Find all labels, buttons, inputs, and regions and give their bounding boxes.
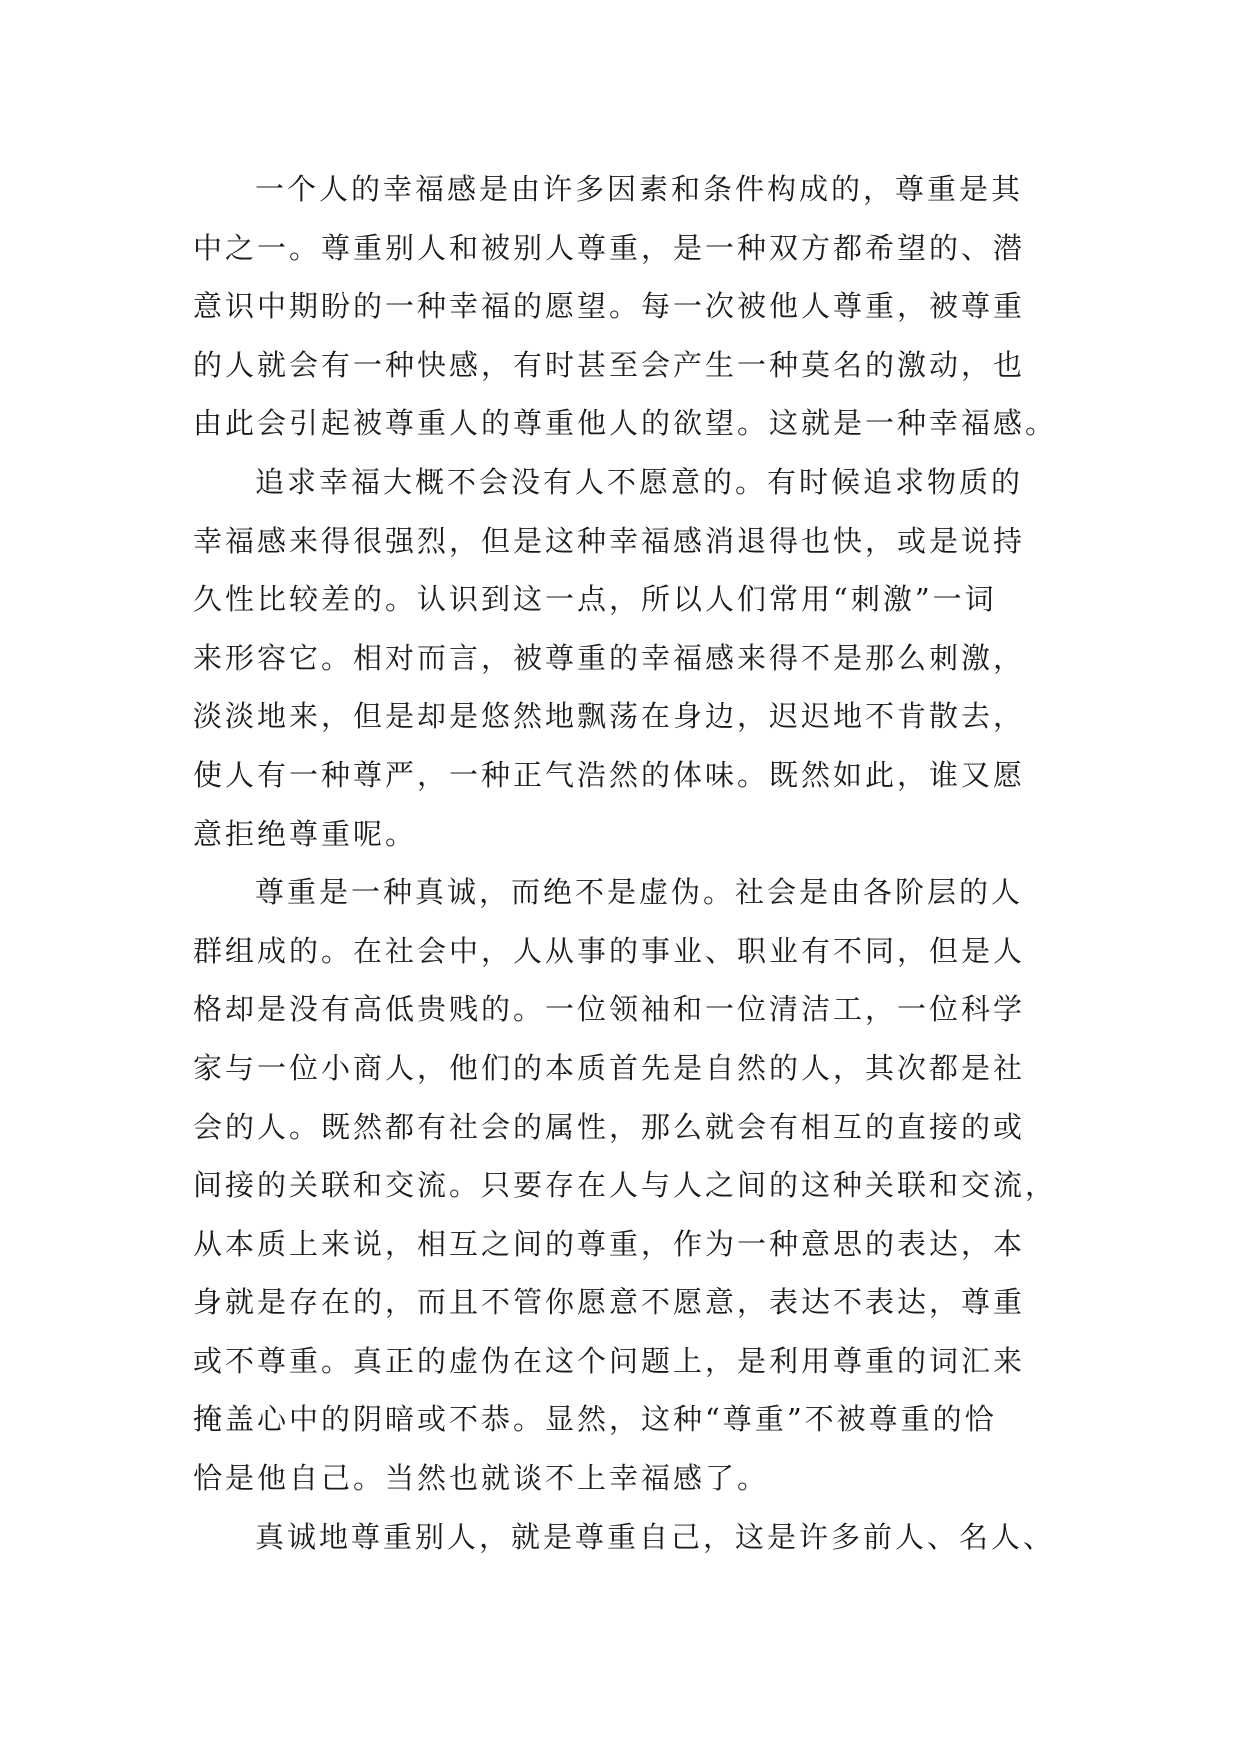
text-line: 或不尊重。真正的虚伪在这个问题上，是利用尊重的词汇来 <box>193 1343 1026 1378</box>
text-line: 一个人的幸福感是由许多因素和条件构成的，尊重是其 <box>255 172 1024 206</box>
text-line: 淡淡地来，但是却是悠然地飘荡在身边，迟迟地不肯散去， <box>193 699 1026 734</box>
text-line: 使人有一种尊严，一种正气浩然的体味。既然如此，谁又愿 <box>193 757 1026 792</box>
text-line: 恰是他自己。当然也就谈不上幸福感了。 <box>193 1461 770 1496</box>
text-line: 格却是没有高低贵贱的。一位领袖和一位清洁工，一位科学 <box>193 992 1026 1027</box>
paragraph-4 <box>193 1508 1056 1567</box>
text-line: 意拒绝尊重呢。 <box>193 816 418 851</box>
text-line: 意识中期盼的一种幸福的愿望。每一次被他人尊重，被尊重 <box>193 289 1026 324</box>
text-line: 的人就会有一种快感，有时甚至会产生一种莫名的激动，也 <box>193 347 1026 382</box>
text-line: 追求幸福大概不会没有人不愿意的。有时候追求物质的 <box>255 464 1024 499</box>
text-line: 间接的关联和交流。只要存在人与人之间的这种关联和交流， <box>193 1168 1058 1203</box>
paragraph-2 <box>193 453 1053 863</box>
text-line: 从本质上来说，相互之间的尊重，作为一种意思的表达，本 <box>193 1226 1026 1261</box>
text-line: 身就是存在的，而且不管你愿意不愿意，表达不表达，尊重 <box>193 1285 1026 1320</box>
text-line: 久性比较差的。认识到这一点，所以人们常用“刺激”一词 <box>193 582 997 617</box>
text-line: 来形容它。相对而言，被尊重的幸福感来得不是那么刺激， <box>193 640 1026 675</box>
paragraph-3 <box>193 863 1058 1508</box>
text-line: 幸福感来得很强烈，但是这种幸福感消退得也快，或是说持 <box>193 523 1026 558</box>
text-line: 群组成的。在社会中，人从事的事业、职业有不同，但是人 <box>193 933 1026 968</box>
text-line: 尊重是一种真诚，而绝不是虚伪。社会是由各阶层的人 <box>255 875 1024 910</box>
text-line: 由此会引起被尊重人的尊重他人的欲望。这就是一种幸福感。 <box>193 406 1058 441</box>
body-text <box>193 160 1058 1566</box>
paragraph-1 <box>193 160 1058 453</box>
text-line: 真诚地尊重别人，就是尊重自己，这是许多前人、名人、 <box>255 1519 1056 1554</box>
text-line: 会的人。既然都有社会的属性，那么就会有相互的直接的或 <box>193 1109 1026 1144</box>
text-line: 中之一。尊重别人和被别人尊重，是一种双方都希望的、潜 <box>193 230 1026 265</box>
text-line: 家与一位小商人，他们的本质首先是自然的人，其次都是社 <box>193 1050 1026 1085</box>
text-line: 掩盖心中的阴暗或不恭。显然，这种“尊重”不被尊重的恰 <box>193 1402 997 1437</box>
